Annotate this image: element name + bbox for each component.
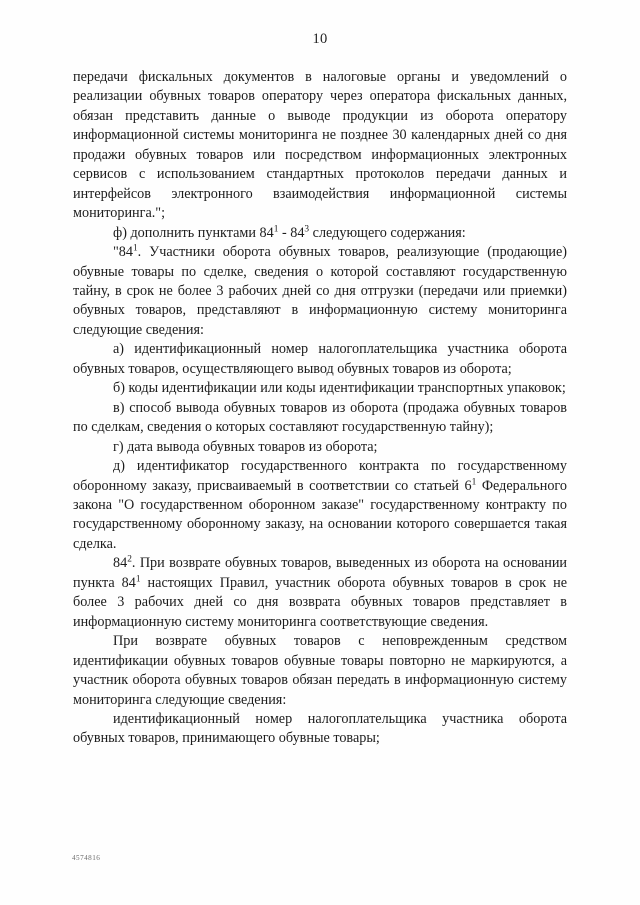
document-code: 4574816 [72,854,101,862]
paragraph: а) идентификационный номер налогоплательщика участника оборота обувных товаров, осуществляющего вывод обувных товаров из оборота; [73,341,567,377]
superscript: 1 [135,574,141,585]
superscript: 1 [273,223,279,234]
paragraph: б) коды идентификации или коды идентификации транспортных упаковок; [113,380,566,397]
paragraph: "$84^1$. Участники оборота обувных товаров, реализующие (продающие) обувные товары по сделке, сведения о которой составляют государственную тайну, в срок не более 3 рабочих дней со дня отгрузки (передачи или приемки) обувных товаров, представляют в информационную систему мониторинга следующие сведения: [73,243,567,338]
paragraph: передачи фискальных документов в налоговые органы и уведомлений о реализации обувных товаров оператору через оператора фискальных данных, обязан представить данные о выводе продукции из оборота оператору информационной системы мониторинга не позднее 30 календарных дней со дня продажи обувных товаров или посредством информационных электронных сервисов с использованием стандартных протоколов передачи данных и интерфейсов электронного взаимодействия информационной системы мониторинга."; [73,69,567,222]
page-number: 10 [312,31,328,47]
paragraph: идентификационный номер налогоплательщика участника оборота обувных товаров, принимающего обувные товары; [73,710,567,747]
paragraph: При возврате обувных товаров с неповрежденным средством идентификации обувных товаров обувные товары повторно не маркируются, а участник оборота обувных товаров обязан передать в информационную систему мониторинга следующие сведения: [73,633,567,708]
superscript: 3 [304,223,310,234]
paragraph: ф) дополнить пунктами $84^1 - 84^3$ следующего содержания: [113,223,466,241]
paragraph: г) дата вывода обувных товаров из оборота; [113,438,378,455]
paragraph: в) способ вывода обувных товаров из оборота (продажа обувных товаров по сделкам, сведения о которых составляют государственную тайну); [73,399,567,436]
superscript: 1 [132,243,138,254]
paragraph: д) идентификатор государственного контракта по государственному оборонному заказу, присваиваемый в соответствии со статьей $6^1$ Федерального закона "О государственном оборонном заказе" государственному контракту по государственному оборонному заказу, на основании которого совершается такая сделка. [73,458,567,552]
superscript: 2 [127,554,132,565]
document-body [73,68,567,749]
superscript: 1 [471,476,477,487]
paragraph: $84^2$. При возврате обувных товаров, выведенных из оборота на основании пункта $84^1$ настоящих Правил, участник оборота обувных товаров в срок не более 3 рабочих дней со дня возврата обувных товаров представляет в информационную систему мониторинга соответствующие сведения. [73,554,568,630]
